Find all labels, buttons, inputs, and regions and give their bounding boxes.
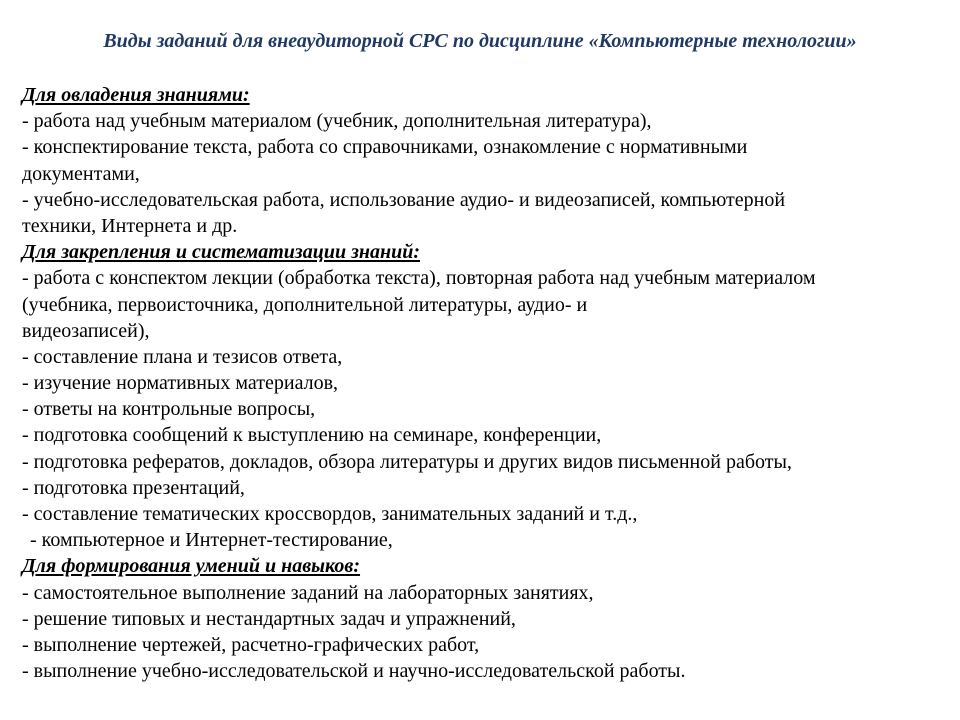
list-item: - составление тематических кроссвордов, занимательных заданий и т.д., (22, 503, 638, 525)
list-item: - составление плана и тезисов ответа, (22, 345, 343, 368)
section-heading-knowledge: Для овладения знаниями: (22, 84, 250, 106)
list-item-continuation: (учебника, первоисточника, дополнительной литературы, аудио- и (22, 293, 588, 316)
list-item: - подготовка сообщений к выступлению на семинаре, конференции, (22, 424, 602, 447)
list-item: - работа с конспектом лекции (обработка текста), повторная работа над учебным материалом (22, 267, 816, 290)
list-item: - решение типовых и нестандартных задач и упражнений, (22, 607, 516, 630)
list-item: - выполнение учебно-исследовательской и научно-исследовательской работы. (22, 660, 686, 683)
list-item: - самостоятельное выполнение заданий на лабораторных занятиях, (22, 581, 594, 604)
list-item: - подготовка рефератов, докладов, обзора литературы и других видов письменной работы, (22, 450, 792, 473)
section-heading-consolidation: Для закрепления и систематизации знаний: (22, 241, 420, 264)
list-item: - подготовка презентаций, (22, 476, 245, 499)
list-item: - изучение нормативных материалов, (22, 372, 339, 395)
list-item: - выполнение чертежей, расчетно-графических работ, (22, 633, 480, 656)
list-item: - компьютерное и Интернет-тестирование, (30, 529, 393, 552)
list-item-continuation: документами, (22, 162, 140, 185)
list-item: - конспектирование текста, работа со справочниками, ознакомление с нормативными (22, 136, 748, 159)
list-item-continuation: видеозаписей), (22, 319, 150, 342)
list-item-continuation: техники, Интернета и др. (22, 214, 238, 237)
section-heading-skills: Для формирования умений и навыков: (22, 555, 361, 578)
list-item: - ответы на контрольные вопросы, (22, 398, 316, 421)
list-item: - учебно-исследовательская работа, использование аудио- и видеозаписей, компьютерной (22, 188, 786, 211)
slide-body (22, 82, 942, 684)
list-item: - работа над учебным материалом (учебник, дополнительная литература), (22, 110, 652, 133)
slide-title: Виды заданий для внеаудиторной СРС по дисциплине «Компьютерные технологии» (103, 30, 857, 52)
